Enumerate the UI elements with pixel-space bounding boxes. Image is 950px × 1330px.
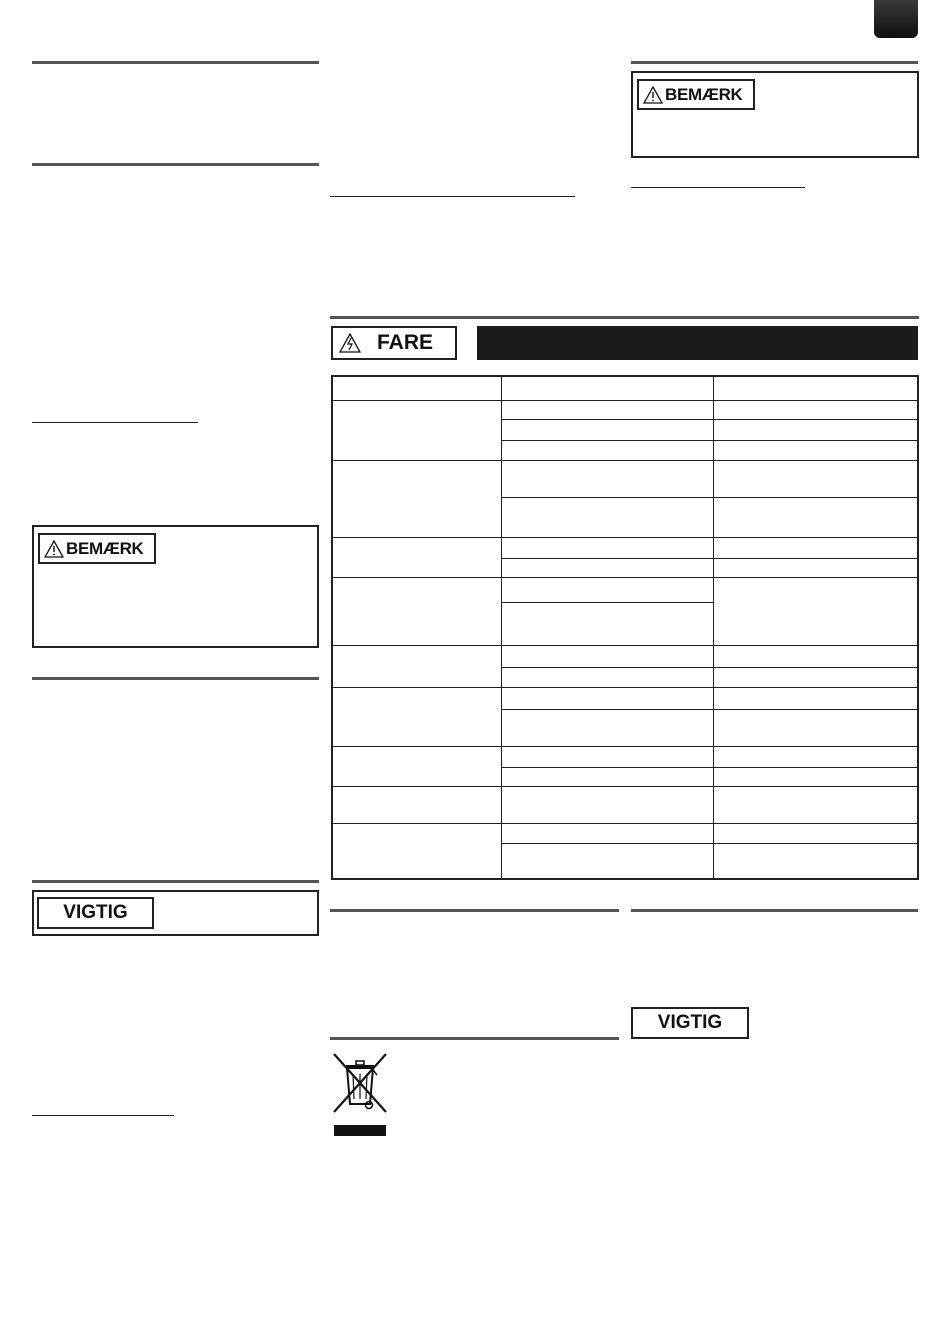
table-group-divider bbox=[333, 577, 917, 578]
table-group-divider bbox=[333, 823, 917, 824]
table-row-divider bbox=[501, 440, 917, 441]
section-rule bbox=[330, 1037, 619, 1040]
table-group-divider bbox=[333, 786, 917, 787]
section-rule bbox=[32, 61, 319, 64]
table-row-divider bbox=[501, 667, 917, 668]
section-rule bbox=[631, 909, 918, 912]
table-row-divider bbox=[501, 602, 713, 603]
section-rule bbox=[32, 163, 319, 166]
bemaerk-label bbox=[637, 79, 755, 110]
table-row-divider bbox=[501, 497, 917, 498]
warning-triangle-icon bbox=[643, 86, 663, 104]
table-header-divider bbox=[333, 400, 917, 401]
table-group-divider bbox=[333, 645, 917, 646]
table-row-divider bbox=[501, 709, 917, 710]
vigtig-label bbox=[37, 897, 154, 929]
page-tab-marker bbox=[874, 0, 918, 38]
section-rule bbox=[330, 316, 919, 319]
electric-warning-icon bbox=[339, 333, 361, 353]
section-rule bbox=[32, 677, 319, 680]
bemaerk-label-text: BEMÆRK bbox=[665, 84, 743, 104]
fare-heading-bar bbox=[477, 326, 918, 360]
vigtig-label-text: VIGTIG bbox=[63, 902, 128, 923]
table-row-divider bbox=[501, 419, 917, 420]
section-rule bbox=[330, 909, 619, 912]
table-group-divider bbox=[333, 687, 917, 688]
table-group-divider bbox=[333, 746, 917, 747]
fare-label-text: FARE bbox=[377, 331, 434, 354]
fare-label bbox=[331, 326, 457, 360]
underline-heading bbox=[631, 187, 805, 188]
underline-heading bbox=[32, 1115, 174, 1116]
table-column-divider bbox=[501, 377, 502, 878]
crossed-out-wheelie-bin-icon bbox=[330, 1052, 390, 1138]
vigtig-label-text: VIGTIG bbox=[657, 1012, 723, 1033]
troubleshooting-table bbox=[331, 375, 919, 880]
table-group-divider bbox=[333, 537, 917, 538]
bemaerk-label bbox=[38, 533, 156, 564]
bemaerk-label-text: BEMÆRK bbox=[66, 538, 144, 558]
warning-triangle-icon bbox=[44, 540, 64, 558]
underline-heading bbox=[330, 196, 575, 197]
section-rule bbox=[32, 880, 319, 883]
table-row-divider bbox=[501, 843, 917, 844]
vigtig-label bbox=[631, 1007, 749, 1039]
table-row-divider bbox=[501, 558, 917, 559]
table-row-divider bbox=[501, 767, 917, 768]
table-group-divider bbox=[333, 460, 917, 461]
underline-heading bbox=[32, 422, 198, 423]
table-column-divider bbox=[713, 377, 714, 878]
section-rule bbox=[631, 61, 918, 64]
